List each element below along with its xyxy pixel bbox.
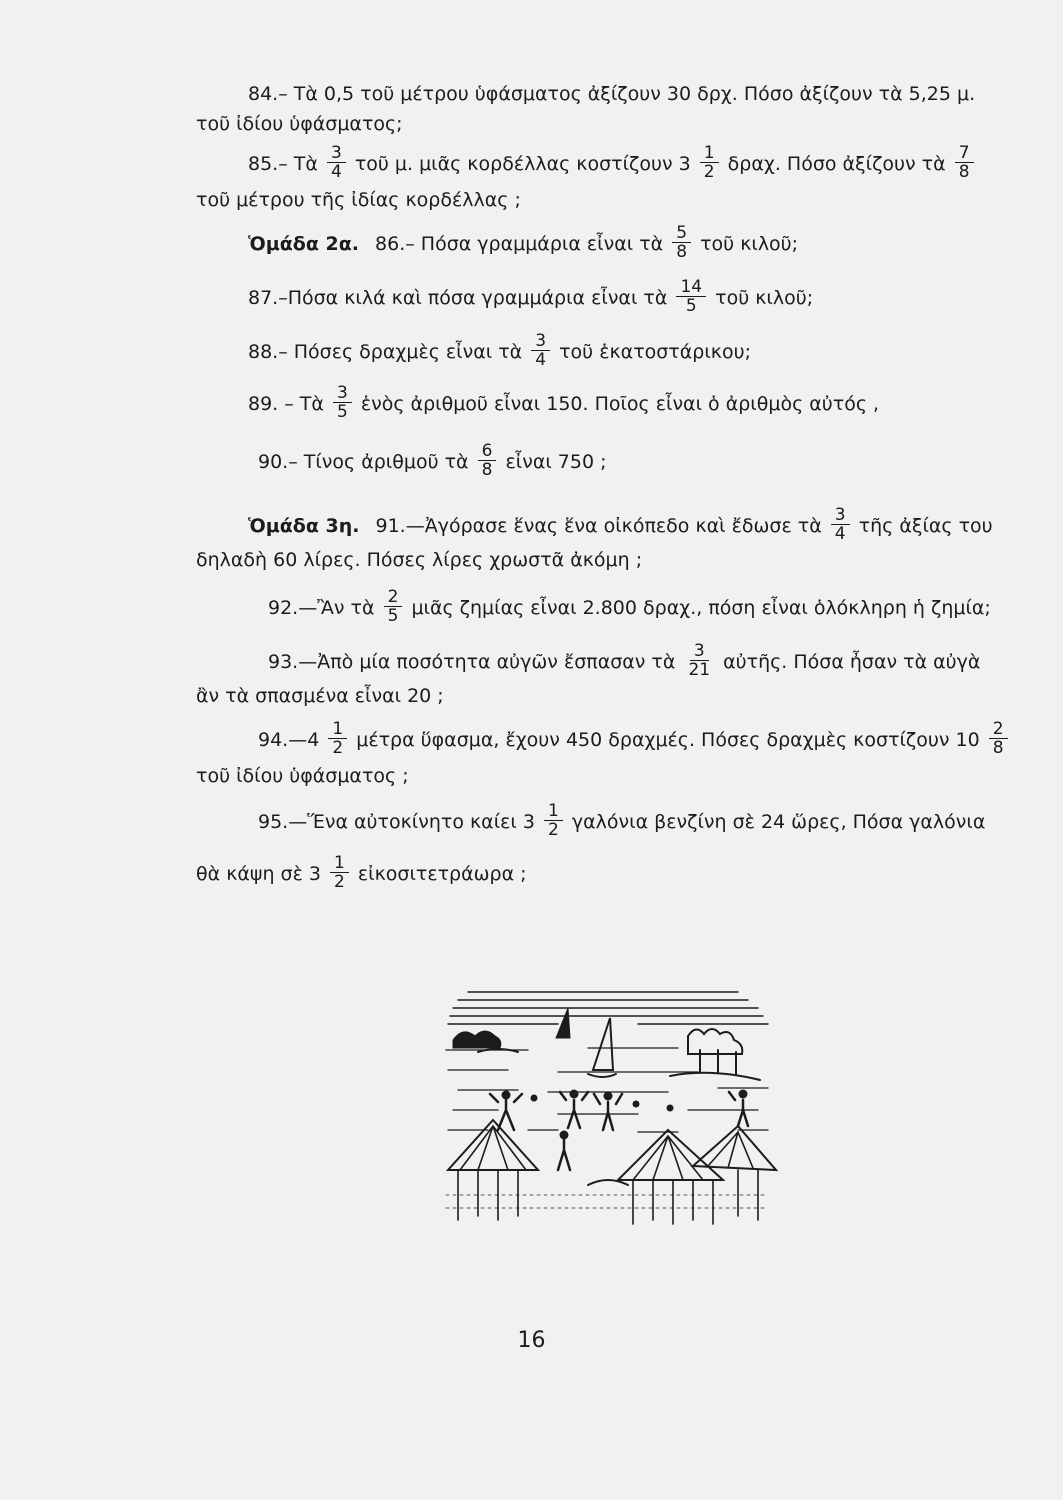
problem-87-line bbox=[248, 277, 814, 317]
problem-86-fraction: $\frac{5}{8}$ bbox=[672, 224, 691, 261]
problem-95-line-1 bbox=[258, 801, 986, 841]
problem-86-line bbox=[248, 223, 799, 263]
problem-94-line-2: τοῦ ἰδίου ὑφάσματος ; bbox=[196, 765, 409, 787]
problem-87-fraction: $\frac{14}{5}$ bbox=[676, 278, 706, 315]
problem-84-line-2: τοῦ ἰδίου ὑφάσματος; bbox=[196, 113, 403, 135]
problem-95-fraction-1: $\frac{1}{2}$ bbox=[544, 802, 563, 839]
problem-91-line-2: δηλαδὴ 60 λίρες. Πόσες λίρες χρωστᾶ ἀκόμη ; bbox=[196, 549, 643, 571]
problem-86-text-b: τοῦ κιλοῦ; bbox=[700, 233, 799, 255]
problem-88-text-b: τοῦ ἑκατοστάρικου; bbox=[559, 341, 751, 363]
problem-90-text-a: 90.– Τίνος ἀριθμοῦ τὰ bbox=[258, 451, 469, 473]
problem-89-line bbox=[248, 383, 880, 423]
problem-87-text-b: τοῦ κιλοῦ; bbox=[715, 287, 814, 309]
problem-89-text-a: 89. – Τὰ bbox=[248, 393, 324, 415]
problem-85-fraction-2: $\frac{1}{2}$ bbox=[700, 144, 719, 181]
problem-94-text-b: μέτρα ὕφασμα, ἔχουν 450 δραχμές. Πόσες δραχμὲς κοστίζουν 10 bbox=[356, 729, 980, 751]
problem-93-fraction: $\frac{3}{21}$ bbox=[688, 641, 711, 680]
problem-95-text-a: 95.—Ἕνα αὐτοκίνητο καίει 3 bbox=[258, 811, 535, 833]
problem-95-text-l2a: θὰ κάψη σὲ 3 bbox=[196, 863, 321, 885]
problem-92-line bbox=[268, 587, 991, 627]
problem-93-text-a: 93.—Ἀπὸ μία ποσότητα αὐγῶν ἔσπασαν τὰ bbox=[268, 651, 676, 673]
problem-84-line-1: 84.– Τὰ 0,5 τοῦ μέτρου ὑφάσματος ἀξίζουν 30 δρχ. Πόσο ἀξίζουν τὰ 5,25 μ. bbox=[248, 83, 976, 105]
problem-95-line-2 bbox=[196, 853, 527, 893]
problem-94-fraction-1: $\frac{1}{2}$ bbox=[328, 720, 347, 757]
page-number: 16 bbox=[517, 1328, 546, 1353]
problem-95-text-l2b: εἰκοσιτετράωρα ; bbox=[357, 863, 527, 885]
beach-scene-icon bbox=[438, 980, 778, 1229]
problem-85-line-1 bbox=[248, 143, 977, 183]
problem-92-fraction: $\frac{2}{5}$ bbox=[384, 588, 403, 625]
problem-85-line-2: τοῦ μέτρου τῆς ἰδίας κορδέλλας ; bbox=[196, 189, 521, 211]
problem-90-text-b: εἶναι 750 ; bbox=[505, 451, 607, 473]
problem-93-text-b: αὐτῆς. Πόσα ἦσαν τὰ αὐγὰ bbox=[723, 651, 981, 673]
problem-88-fraction: $\frac{3}{4}$ bbox=[531, 332, 550, 369]
problem-91-text-a: 91.—Ἀγόρασε ἕνας ἕνα οἰκόπεδο καὶ ἔδωσε τὰ bbox=[375, 515, 822, 537]
group-2-heading: Ὁμάδα 2α. bbox=[248, 233, 359, 255]
problem-85-fraction-1: $\frac{3}{4}$ bbox=[327, 144, 346, 181]
problem-91-line-1 bbox=[248, 505, 993, 545]
problem-90-line bbox=[258, 441, 607, 481]
problem-94-fraction-2: $\frac{2}{8}$ bbox=[989, 720, 1008, 757]
problem-88-line bbox=[248, 331, 751, 371]
problem-85-text-b: τοῦ μ. μιᾶς κορδέλλας κοστίζουν 3 bbox=[354, 153, 691, 175]
problem-89-fraction: $\frac{3}{5}$ bbox=[333, 384, 352, 421]
problem-91-text-b: τῆς ἀξίας του bbox=[858, 515, 993, 537]
problem-87-text-a: 87.–Πόσα κιλά καὶ πόσα γραμμάρια εἶναι τὰ bbox=[248, 287, 668, 309]
problem-93-line-1 bbox=[268, 641, 981, 681]
problem-85-text-a: 85.– Τὰ bbox=[248, 153, 318, 175]
problem-95-fraction-2: $\frac{1}{2}$ bbox=[330, 854, 349, 891]
problem-88-text-a: 88.– Πόσες δραχμὲς εἶναι τὰ bbox=[248, 341, 523, 363]
problem-85-text-c: δραχ. Πόσο ἀξίζουν τὰ bbox=[727, 153, 946, 175]
problem-94-line-1 bbox=[258, 719, 1011, 759]
problem-92-text-a: 92.—Ἂν τὰ bbox=[268, 597, 375, 619]
problem-95-text-b: γαλόνια βενζίνη σὲ 24 ὥρες, Πόσα γαλόνια bbox=[571, 811, 986, 833]
problem-91-fraction: $\frac{3}{4}$ bbox=[831, 506, 850, 543]
problem-94-text-a: 94.—4 bbox=[258, 729, 320, 751]
problem-86-text-a: 86.– Πόσα γραμμάρια εἶναι τὰ bbox=[375, 233, 664, 255]
problem-92-text-b: μιᾶς ζημίας εἶναι 2.800 δραχ., πόση εἶναι ὁλόκληρη ἡ ζημία; bbox=[411, 597, 991, 619]
group-3-heading: Ὁμάδα 3η. bbox=[248, 515, 360, 537]
problem-89-text-b: ἑνὸς ἀριθμοῦ εἶναι 150. Ποῖος εἶναι ὁ ἀριθμὸς αὐτός , bbox=[360, 393, 880, 415]
problem-85-fraction-3: $\frac{7}{8}$ bbox=[955, 144, 974, 181]
problem-90-fraction: $\frac{6}{8}$ bbox=[478, 442, 497, 479]
problem-93-line-2: ἂν τὰ σπασμένα εἶναι 20 ; bbox=[196, 685, 444, 707]
